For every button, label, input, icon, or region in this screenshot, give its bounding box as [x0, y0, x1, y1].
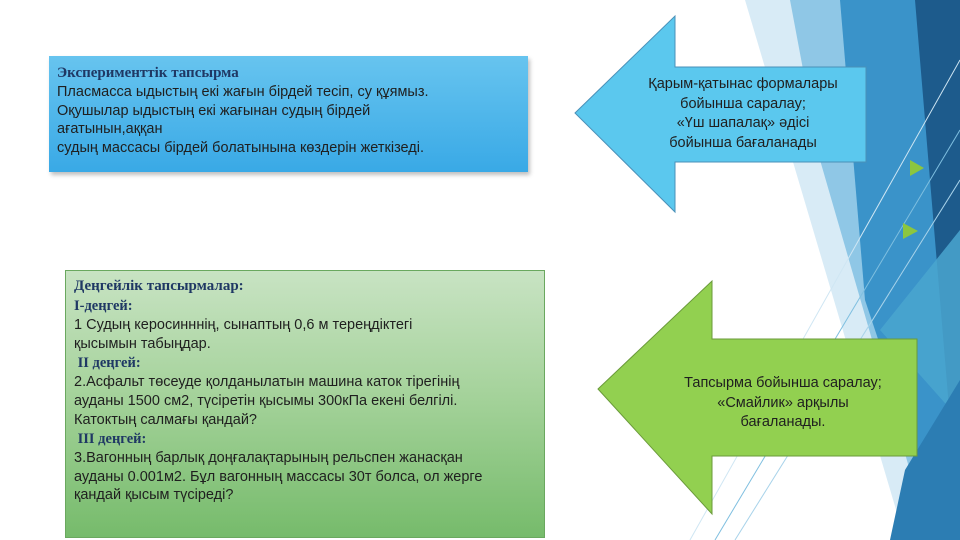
arrow-1-line: бойынша саралау;	[680, 95, 806, 112]
arrow-1-line: «Үш шапалақ» әдісі	[676, 115, 810, 132]
level-1-label: І-деңгей:	[74, 297, 133, 314]
level-2-line: Катоктың салмағы қандай?	[74, 411, 257, 428]
experimental-task-title: Эксперименттік тапсырма	[57, 65, 239, 81]
experimental-task-line: Оқушылар ыдыстың екі жағынан судың бірдей	[57, 102, 371, 119]
level-1-line: қысымын табыңдар.	[74, 335, 211, 352]
arrow-1-line: Қарым-қатынас формалары	[648, 76, 838, 92]
experimental-task-line: ағатынын,аққан	[57, 121, 163, 138]
level-2-line: ауданы 1500 см2, түсіретін қысымы 300кПа екені белгілі.	[74, 392, 458, 409]
level-2-line: 2.Асфальт төсеуде қолданылатын машина каток тірегінің	[74, 373, 460, 390]
level-3-line: қандай қысым түсіреді?	[74, 487, 234, 504]
level-tasks-title: Деңгейлік тапсырмалар:	[74, 278, 244, 294]
arrow-2-line: бағаланады.	[740, 414, 826, 431]
level-tasks-box	[65, 270, 545, 538]
arrow-2-text	[668, 374, 898, 433]
experimental-task-box	[49, 56, 528, 172]
level-3-line: 3.Вагонның барлық доңғалақтарының рельспен жанасқан	[74, 449, 463, 466]
level-1-line: 1 Судың керосинннің, сынаптың 0,6 м тереңдіктегі	[74, 316, 413, 333]
level-3-label: ІІІ деңгей:	[74, 430, 147, 447]
arrow-2-line: «Смайлик» арқылы	[717, 394, 849, 411]
level-2-label: ІІ деңгей:	[74, 354, 141, 371]
experimental-task-line: Пласмасса ыдыстың екі жағын бірдей тесіп, су құямыз.	[57, 84, 429, 101]
experimental-task-line: судың массасы бірдей болатынына көздерін жеткізеді.	[57, 139, 425, 156]
level-3-line: ауданы 0.001м2. Бұл вагонның массасы 30т болса, ол жерге	[74, 468, 483, 485]
arrow-2-line: Тапсырма бойынша саралау;	[684, 375, 882, 391]
arrow-1-line: бойынша бағаланады	[669, 134, 817, 151]
arrow-1-text	[628, 75, 858, 153]
